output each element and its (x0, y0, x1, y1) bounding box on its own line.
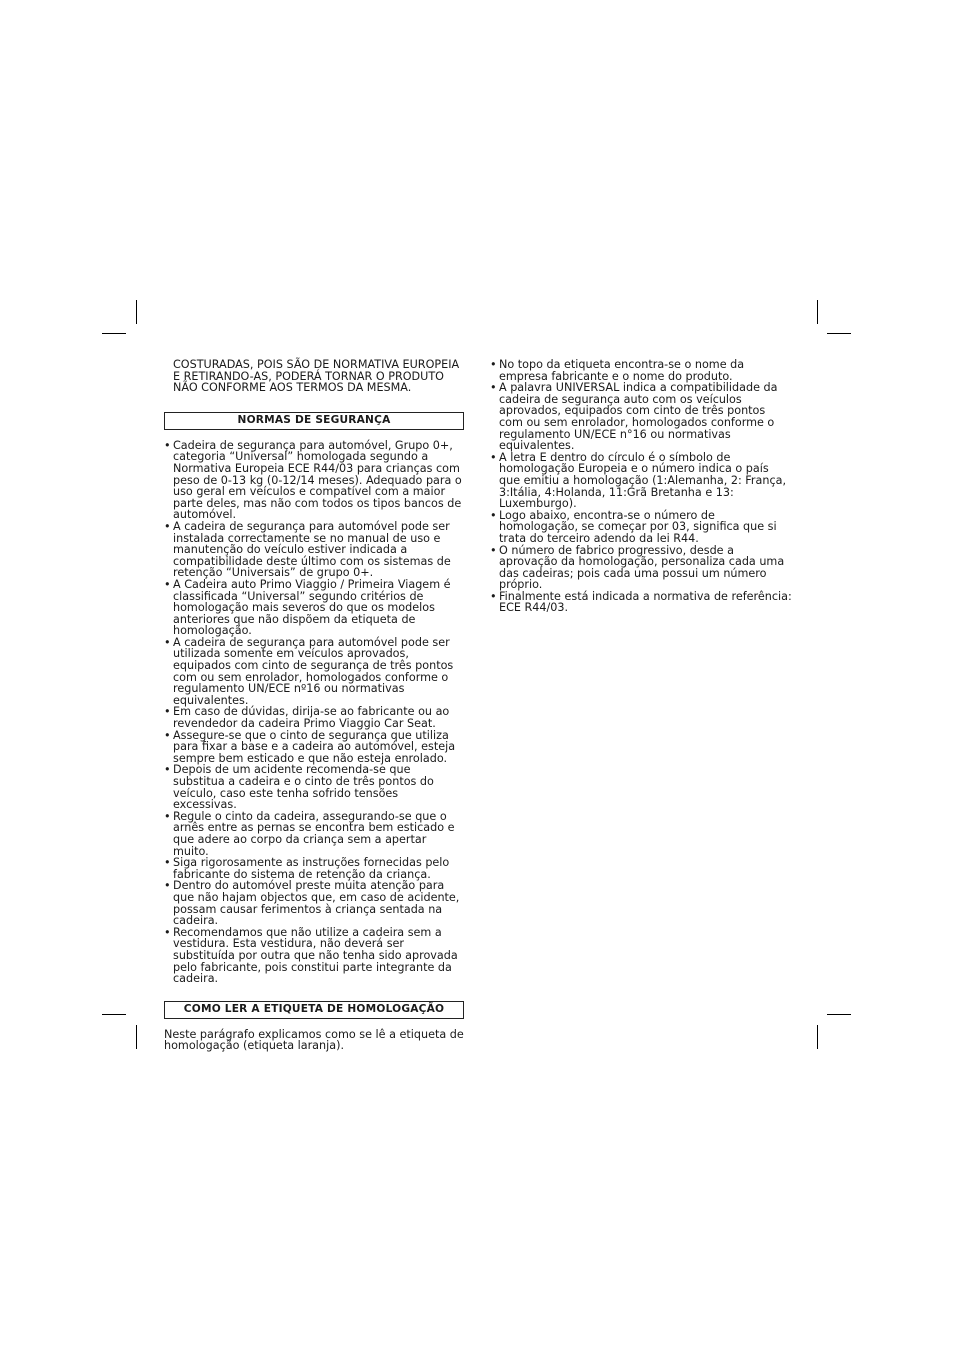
list-item: • A palavra UNIVERSAL indica a compatibilidade da cadeira de segurança auto com os veículos aprovados, equipados com cinto de três pontos com ou sem enrolador, homologados conforme o regulamento UN/ECE n°16 ou normativas equivalentes. (490, 382, 792, 452)
list-item: • A letra E dentro do círculo é o símbolo de homologação Europeia e o número indica o país que emitiu a homologação (1:Alemanha, 2: França, 3:Itália, 4:Holanda, 11:Grã Bretanha e 13: Luxemburgo). (490, 452, 792, 510)
list-item: • A Cadeira auto Primo Viaggio / Primeira Viagem é classificada “Universal” segundo critérios de homologação mais severos do que os modelos anteriores que não dispõem da etiqueta de homologação. (164, 579, 464, 637)
left-column (164, 359, 464, 1052)
crop-mark (136, 300, 137, 324)
intro-paragraph: COSTURADAS, POIS SÃO DE NORMATIVA EUROPEIA E RETIRANDO-AS, PODERÁ TORNAR O PRODUTO NÃO CONFORME AOS TERMOS DA MESMA. (173, 358, 460, 395)
crop-mark (102, 1014, 126, 1015)
crop-mark (817, 300, 818, 324)
crop-mark (136, 1025, 137, 1049)
crop-mark (817, 1025, 818, 1049)
homologation-label-heading-text: COMO LER A ETIQUETA DE HOMOLOGAÇÃO (183, 1002, 445, 1015)
list-item: • Regule o cinto da cadeira, assegurando-se que o arnês entre as pernas se encontra bem esticado e que adere ao corpo da criança sem a apertar muito. (164, 811, 464, 857)
crop-mark (827, 333, 851, 334)
list-item: • Em caso de dúvidas, dirija-se ao fabricante ou ao revendedor da cadeira Primo Viaggio Car Seat. (164, 706, 464, 729)
safety-standards-list (164, 440, 464, 985)
safety-standards-heading-text: NORMAS DE SEGURANÇA (237, 413, 391, 426)
list-item: • Siga rigorosamente as instruções fornecidas pelo fabricante do sistema de retenção da criança. (164, 857, 464, 880)
list-item: • Recomendamos que não utilize a cadeira sem a vestidura. Esta vestidura, não deverá ser substituída por outra que não tenha sido aprovada pelo fabricante, pois constitui parte integrante da cadeira. (164, 927, 464, 985)
homologation-intro-paragraph: Neste parágrafo explicamos como se lê a etiqueta de homologação (etiqueta laranja). (164, 1027, 464, 1053)
safety-standards-heading (164, 412, 464, 430)
list-item: • Dentro do automóvel preste muita atenção para que não hajam objectos que, em caso de acidente, possam causar ferimentos à criança sentada na cadeira. (164, 880, 464, 926)
list-item: • Logo abaixo, encontra-se o número de homologação, se começar por 03, significa que si trata do terceiro adendo da lei R44. (490, 510, 792, 545)
list-item: • Finalmente está indicada a normativa de referência: ECE R44/03. (490, 591, 792, 614)
homologation-label-heading (164, 1001, 464, 1019)
list-item: • Assegure-se que o cinto de segurança que utiliza para fixar a base e a cadeira ao automóvel, esteja sempre bem esticado e que não esteja enrolado. (164, 730, 464, 765)
list-item: • Cadeira de segurança para automóvel, Grupo 0+, categoria “Universal” homologada segundo a Normativa Europeia ECE R44/03 para crianças com peso de 0-13 kg (0-12/14 meses). Adequado para o uso geral em veículos e compatível com a maior parte deles, mas não com todos os tipos bancos de automóvel. (164, 440, 464, 521)
list-item: • No topo da etiqueta encontra-se o nome da empresa fabricante e o nome do produto. (490, 359, 792, 382)
crop-mark (102, 333, 126, 334)
homologation-label-list (490, 359, 792, 614)
right-column (490, 359, 792, 614)
list-item: • A cadeira de segurança para automóvel pode ser utilizada somente em veículos aprovados, equipados com cinto de segurança de três pontos com ou sem enrolador, homologados conforme o regulamento UN/ECE nº16 ou normativas equivalentes. (164, 637, 464, 707)
crop-mark (827, 1014, 851, 1015)
list-item: • A cadeira de segurança para automóvel pode ser instalada correctamente se no manual de uso e manutenção do veículo estiver indicada a compatibilidade deste último com os sistemas de retenção “Universais” de grupo 0+. (164, 521, 464, 579)
list-item: • Depois de um acidente recomenda-se que substitua a cadeira e o cinto de três pontos do veículo, caso este tenha sofrido tensões excessivas. (164, 764, 464, 810)
list-item: • O número de fabrico progressivo, desde a aprovação da homologação, personaliza cada uma das cadeiras; pois cada uma possui um número próprio. (490, 545, 792, 591)
